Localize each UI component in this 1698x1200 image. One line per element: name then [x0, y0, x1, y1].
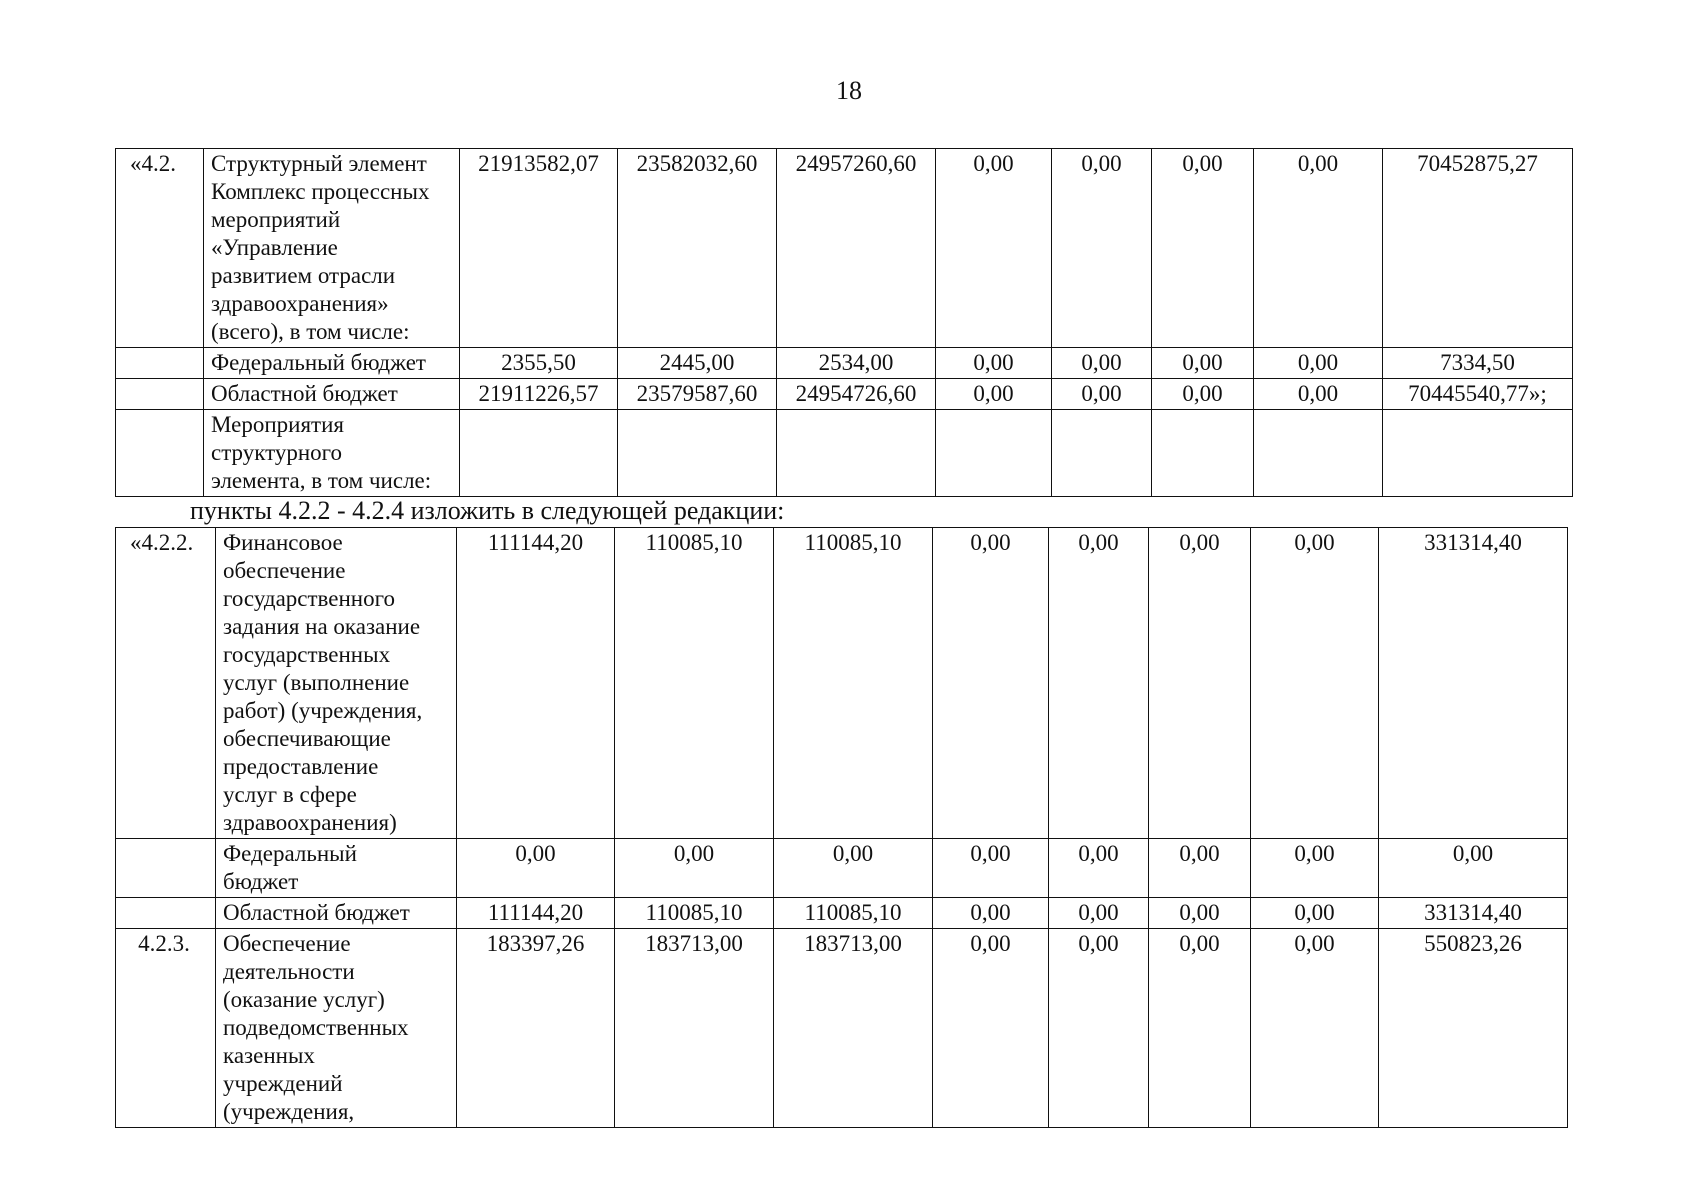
row-name: Мероприятия структурного элемента, в том числе:	[204, 410, 460, 497]
value-cell	[1052, 410, 1152, 497]
value-cell: 24954726,60	[777, 379, 936, 410]
table-row	[116, 410, 1573, 497]
value-cell: 0,00	[933, 528, 1049, 839]
value-cell: 0,00	[1149, 839, 1251, 898]
value-cell: 0,00	[1149, 929, 1251, 1128]
row-code: «4.2.	[116, 149, 204, 348]
value-cell: 24957260,60	[777, 149, 936, 348]
total-cell	[1383, 410, 1573, 497]
total-cell: 550823,26	[1379, 929, 1568, 1128]
value-cell: 0,00	[1251, 528, 1379, 839]
value-cell: 0,00	[1254, 149, 1383, 348]
value-cell: 111144,20	[457, 898, 615, 929]
value-cell: 23582032,60	[618, 149, 777, 348]
row-code: 4.2.3.	[116, 929, 216, 1128]
value-cell: 183713,00	[615, 929, 774, 1128]
amendment-instruction: пункты 4.2.2 - 4.2.4 изложить в следующей редакции:	[190, 496, 785, 525]
value-cell: 2534,00	[777, 348, 936, 379]
row-code	[116, 839, 216, 898]
value-cell: 0,00	[936, 149, 1052, 348]
row-code: «4.2.2.	[116, 528, 216, 839]
row-name: Федеральный бюджет	[204, 348, 460, 379]
value-cell: 0,00	[615, 839, 774, 898]
value-cell: 0,00	[1049, 898, 1149, 929]
value-cell: 2355,50	[460, 348, 618, 379]
value-cell: 0,00	[457, 839, 615, 898]
total-cell: 7334,50	[1383, 348, 1573, 379]
value-cell	[618, 410, 777, 497]
page-number: 18	[836, 76, 862, 105]
value-cell: 0,00	[1052, 379, 1152, 410]
value-cell	[1254, 410, 1383, 497]
value-cell: 0,00	[774, 839, 933, 898]
value-cell: 0,00	[936, 379, 1052, 410]
table-row	[116, 929, 1568, 1128]
value-cell: 0,00	[936, 348, 1052, 379]
total-cell: 331314,40	[1379, 528, 1568, 839]
total-cell: 70452875,27	[1383, 149, 1573, 348]
row-code	[116, 410, 204, 497]
value-cell: 183397,26	[457, 929, 615, 1128]
value-cell: 110085,10	[774, 528, 933, 839]
value-cell: 0,00	[1152, 149, 1254, 348]
budget-table-top	[115, 148, 1573, 497]
table-row	[116, 839, 1568, 898]
value-cell: 0,00	[1251, 898, 1379, 929]
value-cell: 0,00	[1251, 929, 1379, 1128]
value-cell: 0,00	[933, 898, 1049, 929]
value-cell: 0,00	[1149, 528, 1251, 839]
total-cell: 0,00	[1379, 839, 1568, 898]
value-cell: 0,00	[1052, 348, 1152, 379]
row-name: Областной бюджет	[204, 379, 460, 410]
value-cell: 0,00	[1251, 839, 1379, 898]
value-cell: 0,00	[933, 929, 1049, 1128]
value-cell: 21911226,57	[460, 379, 618, 410]
table-row	[116, 149, 1573, 348]
value-cell: 111144,20	[457, 528, 615, 839]
table-row	[116, 898, 1568, 929]
row-name: Структурный элемент Комплекс процессных мероприятий «Управление развитием отрасли здравоохранения» (всего), в том числе:	[204, 149, 460, 348]
value-cell: 21913582,07	[460, 149, 618, 348]
value-cell	[777, 410, 936, 497]
row-name: Областной бюджет	[216, 898, 457, 929]
value-cell	[936, 410, 1052, 497]
budget-table-bottom	[115, 527, 1568, 1128]
total-cell: 331314,40	[1379, 898, 1568, 929]
table-row	[116, 528, 1568, 839]
value-cell: 0,00	[1149, 898, 1251, 929]
value-cell: 0,00	[1254, 379, 1383, 410]
value-cell: 23579587,60	[618, 379, 777, 410]
value-cell: 0,00	[1049, 929, 1149, 1128]
row-code	[116, 379, 204, 410]
row-code	[116, 348, 204, 379]
row-name: Обеспечение деятельности (оказание услуг) подведомственных казенных учреждений (учреждения,	[216, 929, 457, 1128]
value-cell: 0,00	[1152, 348, 1254, 379]
value-cell: 0,00	[1152, 379, 1254, 410]
value-cell: 0,00	[1049, 528, 1149, 839]
table-row	[116, 379, 1573, 410]
row-code	[116, 898, 216, 929]
row-name: Финансовое обеспечение государственного задания на оказание государственных услуг (выполнение работ) (учреждения, обеспечивающие предоставление услуг в сфере здравоохранения)	[216, 528, 457, 839]
value-cell	[1152, 410, 1254, 497]
total-cell: 70445540,77»;	[1383, 379, 1573, 410]
value-cell: 2445,00	[618, 348, 777, 379]
value-cell: 110085,10	[615, 898, 774, 929]
value-cell: 183713,00	[774, 929, 933, 1128]
row-name: Федеральный бюджет	[216, 839, 457, 898]
value-cell: 0,00	[1052, 149, 1152, 348]
value-cell: 0,00	[933, 839, 1049, 898]
value-cell: 110085,10	[774, 898, 933, 929]
value-cell: 0,00	[1049, 839, 1149, 898]
value-cell: 0,00	[1254, 348, 1383, 379]
table-row	[116, 348, 1573, 379]
value-cell: 110085,10	[615, 528, 774, 839]
value-cell	[460, 410, 618, 497]
